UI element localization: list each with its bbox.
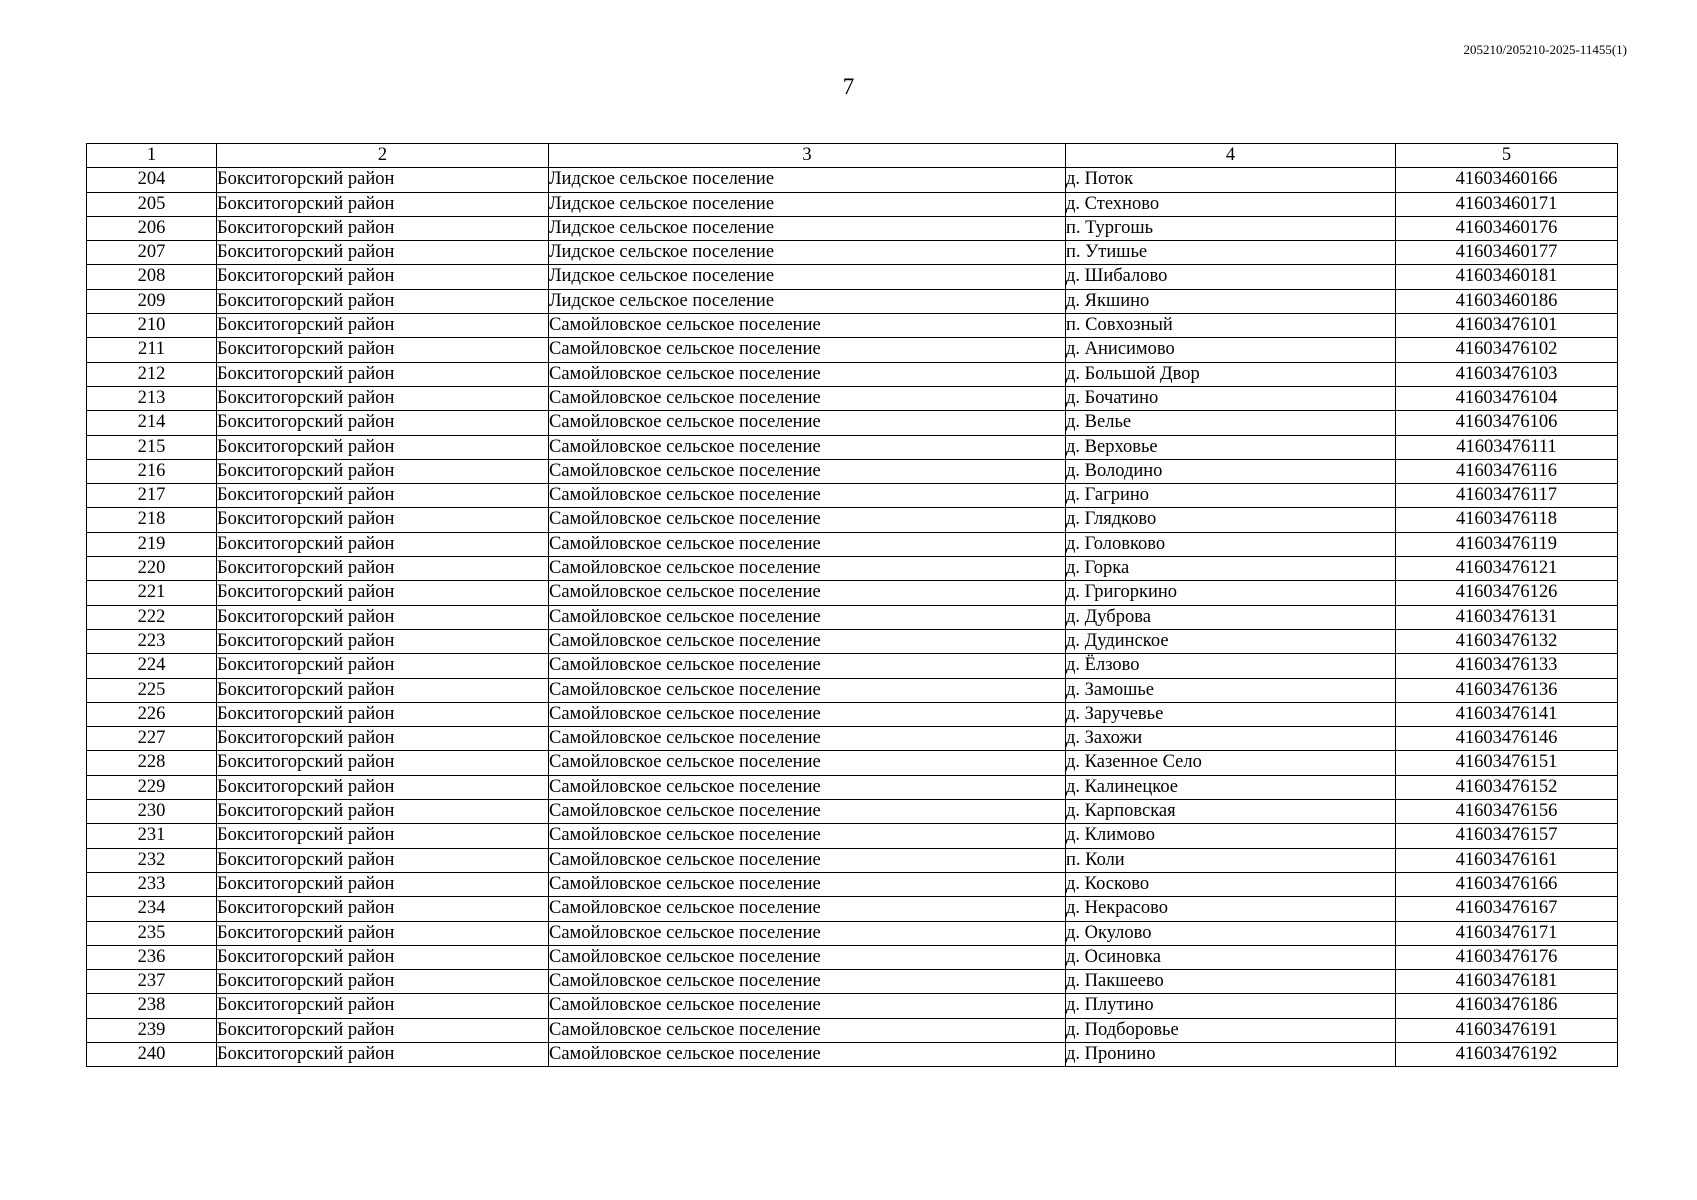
district-cell: Бокситогорский район [217,970,549,994]
code-cell: 41603476111 [1396,435,1618,459]
district-cell: Бокситогорский район [217,168,549,192]
table-row [87,824,1618,848]
district-cell: Бокситогорский район [217,654,549,678]
row-number: 238 [87,994,217,1018]
district-cell: Бокситогорский район [217,459,549,483]
code-cell: 41603476104 [1396,386,1618,410]
code-cell: 41603476132 [1396,629,1618,653]
locality-cell: д. Ёлзово [1066,654,1396,678]
locality-cell: д. Захожи [1066,727,1396,751]
row-number: 226 [87,702,217,726]
row-number: 239 [87,1018,217,1042]
row-number: 215 [87,435,217,459]
code-cell: 41603476156 [1396,800,1618,824]
district-cell: Бокситогорский район [217,362,549,386]
settlement-cell: Самойловское сельское поселение [549,605,1066,629]
row-number: 237 [87,970,217,994]
district-cell: Бокситогорский район [217,921,549,945]
table-row [87,970,1618,994]
table-row [87,702,1618,726]
locality-cell: п. Тургошь [1066,216,1396,240]
code-cell: 41603476133 [1396,654,1618,678]
settlement-cell: Самойловское сельское поселение [549,848,1066,872]
code-cell: 41603476152 [1396,775,1618,799]
locality-cell: д. Стехново [1066,192,1396,216]
district-cell: Бокситогорский район [217,775,549,799]
table-row [87,1042,1618,1066]
code-cell: 41603460186 [1396,289,1618,313]
locality-cell: д. Григоркино [1066,581,1396,605]
district-cell: Бокситогорский район [217,484,549,508]
settlement-cell: Лидское сельское поселение [549,192,1066,216]
district-cell: Бокситогорский район [217,1018,549,1042]
district-cell: Бокситогорский район [217,241,549,265]
settlement-cell: Самойловское сельское поселение [549,557,1066,581]
district-cell: Бокситогорский район [217,605,549,629]
table-row [87,848,1618,872]
page-number: 7 [842,74,855,99]
settlement-cell: Самойловское сельское поселение [549,654,1066,678]
locality-cell: д. Володино [1066,459,1396,483]
code-cell: 41603476176 [1396,945,1618,969]
row-number: 228 [87,751,217,775]
district-cell: Бокситогорский район [217,557,549,581]
table-row [87,1018,1618,1042]
settlement-cell: Лидское сельское поселение [549,265,1066,289]
table-row [87,338,1618,362]
district-cell: Бокситогорский район [217,314,549,338]
district-cell: Бокситогорский район [217,945,549,969]
locality-cell: д. Карповская [1066,800,1396,824]
row-number: 218 [87,508,217,532]
table-row [87,289,1618,313]
code-cell: 41603476102 [1396,338,1618,362]
table-row [87,532,1618,556]
table-row [87,921,1618,945]
row-number: 214 [87,411,217,435]
row-number: 224 [87,654,217,678]
locality-cell: д. Пакшеево [1066,970,1396,994]
district-cell: Бокситогорский район [217,872,549,896]
table-row [87,654,1618,678]
locality-cell: д. Косково [1066,872,1396,896]
table-row [87,581,1618,605]
locality-cell: д. Глядково [1066,508,1396,532]
code-cell: 41603460176 [1396,216,1618,240]
row-number: 236 [87,945,217,969]
settlement-cell: Самойловское сельское поселение [549,1018,1066,1042]
table-row [87,629,1618,653]
code-cell: 41603476131 [1396,605,1618,629]
table-row [87,216,1618,240]
locality-cell: д. Поток [1066,168,1396,192]
row-number: 206 [87,216,217,240]
locality-cell: д. Якшино [1066,289,1396,313]
district-cell: Бокситогорский район [217,800,549,824]
code-cell: 41603476146 [1396,727,1618,751]
column-header-5: 5 [1396,144,1618,168]
column-header-1: 1 [87,144,217,168]
district-cell: Бокситогорский район [217,411,549,435]
settlement-cell: Лидское сельское поселение [549,216,1066,240]
row-number: 221 [87,581,217,605]
locality-cell: д. Верховье [1066,435,1396,459]
settlement-cell: Самойловское сельское поселение [549,921,1066,945]
row-number: 205 [87,192,217,216]
code-cell: 41603460177 [1396,241,1618,265]
row-number: 232 [87,848,217,872]
table-row [87,411,1618,435]
code-cell: 41603476171 [1396,921,1618,945]
table-header-row [87,144,1618,168]
row-number: 225 [87,678,217,702]
code-cell: 41603476121 [1396,557,1618,581]
table-row [87,775,1618,799]
district-cell: Бокситогорский район [217,702,549,726]
code-cell: 41603476161 [1396,848,1618,872]
locality-cell: д. Анисимово [1066,338,1396,362]
code-cell: 41603476103 [1396,362,1618,386]
settlement-cell: Самойловское сельское поселение [549,314,1066,338]
table-row [87,362,1618,386]
column-header-4: 4 [1066,144,1396,168]
table-row [87,897,1618,921]
row-number: 234 [87,897,217,921]
code-cell: 41603476106 [1396,411,1618,435]
table-row [87,994,1618,1018]
settlement-cell: Самойловское сельское поселение [549,459,1066,483]
district-cell: Бокситогорский район [217,289,549,313]
settlement-cell: Самойловское сельское поселение [549,362,1066,386]
settlement-cell: Самойловское сельское поселение [549,751,1066,775]
locality-cell: д. Дуброва [1066,605,1396,629]
locality-cell: д. Велье [1066,411,1396,435]
district-cell: Бокситогорский район [217,581,549,605]
district-cell: Бокситогорский район [217,824,549,848]
code-cell: 41603476151 [1396,751,1618,775]
row-number: 230 [87,800,217,824]
column-header-3: 3 [549,144,1066,168]
row-number: 207 [87,241,217,265]
code-cell: 41603476118 [1396,508,1618,532]
code-cell: 41603476136 [1396,678,1618,702]
locality-cell: д. Калинецкое [1066,775,1396,799]
table-row [87,800,1618,824]
table-row [87,192,1618,216]
settlement-cell: Самойловское сельское поселение [549,897,1066,921]
table-row [87,678,1618,702]
table-row [87,605,1618,629]
row-number: 235 [87,921,217,945]
settlement-cell: Самойловское сельское поселение [549,1042,1066,1066]
code-cell: 41603476141 [1396,702,1618,726]
row-number: 233 [87,872,217,896]
code-cell: 41603476126 [1396,581,1618,605]
locality-cell: д. Гагрино [1066,484,1396,508]
district-cell: Бокситогорский район [217,848,549,872]
table-row [87,872,1618,896]
district-cell: Бокситогорский район [217,532,549,556]
row-number: 213 [87,386,217,410]
locality-cell: д. Климово [1066,824,1396,848]
code-cell: 41603476186 [1396,994,1618,1018]
locality-cell: д. Дудинское [1066,629,1396,653]
settlement-cell: Самойловское сельское поселение [549,532,1066,556]
settlement-cell: Самойловское сельское поселение [549,800,1066,824]
row-number: 210 [87,314,217,338]
table-row [87,459,1618,483]
district-cell: Бокситогорский район [217,386,549,410]
row-number: 212 [87,362,217,386]
code-cell: 41603476157 [1396,824,1618,848]
settlement-cell: Самойловское сельское поселение [549,824,1066,848]
locality-cell: д. Некрасово [1066,897,1396,921]
table-row [87,557,1618,581]
row-number: 219 [87,532,217,556]
locality-cell: д. Шибалово [1066,265,1396,289]
locality-cell: д. Горка [1066,557,1396,581]
settlement-cell: Самойловское сельское поселение [549,970,1066,994]
locality-cell: п. Утишье [1066,241,1396,265]
district-cell: Бокситогорский район [217,678,549,702]
table-row [87,386,1618,410]
district-cell: Бокситогорский район [217,338,549,362]
settlement-cell: Самойловское сельское поселение [549,386,1066,410]
settlement-cell: Самойловское сельское поселение [549,994,1066,1018]
district-cell: Бокситогорский район [217,1042,549,1066]
code-cell: 41603460171 [1396,192,1618,216]
settlement-cell: Самойловское сельское поселение [549,775,1066,799]
table-body [87,168,1618,1067]
table-row [87,435,1618,459]
code-cell: 41603476117 [1396,484,1618,508]
settlement-cell: Самойловское сельское поселение [549,435,1066,459]
table-header [87,144,1618,168]
district-cell: Бокситогорский район [217,727,549,751]
settlement-cell: Самойловское сельское поселение [549,702,1066,726]
locality-cell: д. Пронино [1066,1042,1396,1066]
table-row [87,265,1618,289]
table-row [87,168,1618,192]
row-number: 208 [87,265,217,289]
settlement-cell: Самойловское сельское поселение [549,872,1066,896]
settlement-cell: Самойловское сельское поселение [549,508,1066,532]
row-number: 222 [87,605,217,629]
table-row [87,241,1618,265]
row-number: 231 [87,824,217,848]
locality-cell: д. Бочатино [1066,386,1396,410]
district-cell: Бокситогорский район [217,629,549,653]
code-cell: 41603476192 [1396,1042,1618,1066]
locality-cell: д. Большой Двор [1066,362,1396,386]
table-row [87,508,1618,532]
district-cell: Бокситогорский район [217,265,549,289]
table-row [87,945,1618,969]
district-cell: Бокситогорский район [217,192,549,216]
settlement-cell: Лидское сельское поселение [549,289,1066,313]
locality-cell: д. Подборовье [1066,1018,1396,1042]
code-cell: 41603476191 [1396,1018,1618,1042]
row-number: 220 [87,557,217,581]
code-cell: 41603476116 [1396,459,1618,483]
settlement-cell: Лидское сельское поселение [549,168,1066,192]
district-cell: Бокситогорский район [217,897,549,921]
row-number: 217 [87,484,217,508]
row-number: 229 [87,775,217,799]
settlement-cell: Самойловское сельское поселение [549,411,1066,435]
table-row [87,751,1618,775]
table-row [87,727,1618,751]
district-cell: Бокситогорский район [217,994,549,1018]
district-cell: Бокситогорский район [217,508,549,532]
settlement-cell: Самойловское сельское поселение [549,629,1066,653]
row-number: 211 [87,338,217,362]
locality-cell: д. Замошье [1066,678,1396,702]
table-row [87,484,1618,508]
settlement-cell: Самойловское сельское поселение [549,338,1066,362]
row-number: 204 [87,168,217,192]
settlement-cell: Самойловское сельское поселение [549,581,1066,605]
code-cell: 41603460166 [1396,168,1618,192]
settlement-cell: Самойловское сельское поселение [549,727,1066,751]
code-cell: 41603476166 [1396,872,1618,896]
locality-cell: п. Коли [1066,848,1396,872]
settlement-cell: Самойловское сельское поселение [549,678,1066,702]
locality-cell: д. Казенное Село [1066,751,1396,775]
district-cell: Бокситогорский район [217,435,549,459]
settlement-cell: Самойловское сельское поселение [549,484,1066,508]
code-cell: 41603476101 [1396,314,1618,338]
locality-cell: д. Заручевье [1066,702,1396,726]
row-number: 209 [87,289,217,313]
locality-cell: д. Головково [1066,532,1396,556]
settlement-cell: Лидское сельское поселение [549,241,1066,265]
row-number: 216 [87,459,217,483]
settlement-cell: Самойловское сельское поселение [549,945,1066,969]
column-header-2: 2 [217,144,549,168]
row-number: 227 [87,727,217,751]
locality-cell: д. Осиновка [1066,945,1396,969]
locality-cell: д. Плутино [1066,994,1396,1018]
table-row [87,314,1618,338]
locality-cell: д. Окулово [1066,921,1396,945]
row-number: 240 [87,1042,217,1066]
district-cell: Бокситогорский район [217,751,549,775]
code-cell: 41603476181 [1396,970,1618,994]
locality-cell: п. Совхозный [1066,314,1396,338]
code-cell: 41603476119 [1396,532,1618,556]
code-cell: 41603476167 [1396,897,1618,921]
row-number: 223 [87,629,217,653]
code-cell: 41603460181 [1396,265,1618,289]
settlements-table [86,143,1618,1067]
document-id: 205210/205210-2025-11455(1) [1463,42,1627,57]
district-cell: Бокситогорский район [217,216,549,240]
